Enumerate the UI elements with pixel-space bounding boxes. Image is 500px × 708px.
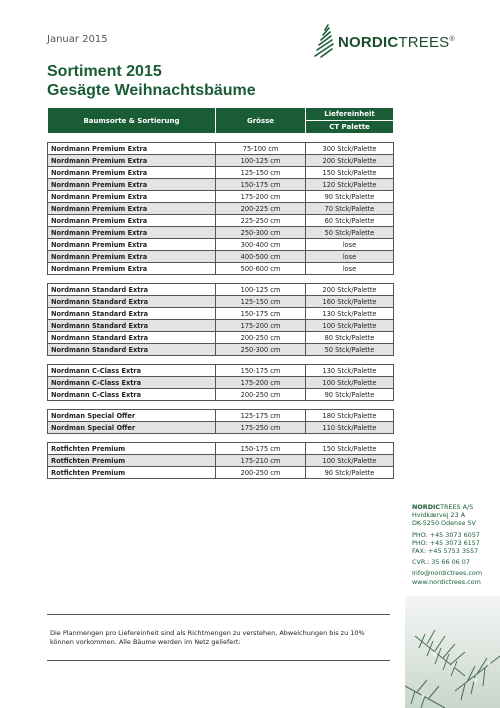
group-spacer-cell bbox=[48, 275, 394, 284]
delivery-unit-cell: 110 Stck/Palette bbox=[306, 422, 394, 434]
size-cell: 125-150 cm bbox=[216, 296, 306, 308]
delivery-unit-cell: lose bbox=[306, 239, 394, 251]
nordictrees-logo bbox=[314, 22, 486, 62]
delivery-unit-cell: 130 Stck/Palette bbox=[306, 308, 394, 320]
group-spacer bbox=[48, 134, 394, 143]
company-street: Hvidkærvej 23 A bbox=[412, 511, 466, 520]
delivery-unit-cell: 100 Stck/Palette bbox=[306, 455, 394, 467]
fir-branch-image bbox=[405, 596, 500, 708]
tree-logo-icon bbox=[314, 22, 338, 62]
group-spacer bbox=[48, 434, 394, 443]
tree-type-cell: Nordmann C-Class Extra bbox=[48, 377, 216, 389]
logo-text-bold: NORDIC bbox=[338, 34, 399, 51]
company-phone-2: PHO: +45 3073 6157 bbox=[412, 538, 480, 547]
group-spacer bbox=[48, 356, 394, 365]
group-spacer-cell bbox=[48, 134, 394, 143]
delivery-unit-cell: 90 Stck/Palette bbox=[306, 191, 394, 203]
logo-registered-mark: ® bbox=[449, 36, 455, 43]
size-cell: 100-125 cm bbox=[216, 155, 306, 167]
company-fax: FAX: +45 5753 3557 bbox=[412, 547, 479, 556]
tree-type-cell: Nordmann C-Class Extra bbox=[48, 365, 216, 377]
table-row bbox=[48, 332, 394, 344]
size-cell: 225-250 cm bbox=[216, 215, 306, 227]
table-row bbox=[48, 410, 394, 422]
assortment-table bbox=[47, 107, 394, 479]
size-cell: 250-300 cm bbox=[216, 344, 306, 356]
size-cell: 300-400 cm bbox=[216, 239, 306, 251]
delivery-unit-cell: 100 Stck/Palette bbox=[306, 320, 394, 332]
company-contact-block bbox=[412, 503, 482, 586]
delivery-unit-cell: 90 Stck/Palette bbox=[306, 389, 394, 401]
table-row bbox=[48, 296, 394, 308]
size-cell: 175-250 cm bbox=[216, 422, 306, 434]
tree-type-cell: Nordmann Standard Extra bbox=[48, 344, 216, 356]
footnote-bottom-divider bbox=[47, 660, 390, 661]
tree-type-cell: Nordmann Premium Extra bbox=[48, 191, 216, 203]
size-cell: 175-200 cm bbox=[216, 377, 306, 389]
size-cell: 100-125 cm bbox=[216, 284, 306, 296]
table-row bbox=[48, 179, 394, 191]
table-row bbox=[48, 455, 394, 467]
table-row bbox=[48, 155, 394, 167]
table-row bbox=[48, 284, 394, 296]
group-spacer bbox=[48, 401, 394, 410]
delivery-unit-cell: 70 Stck/Palette bbox=[306, 203, 394, 215]
tree-type-cell: Nordmann Standard Extra bbox=[48, 296, 216, 308]
tree-type-cell: Nordmann Premium Extra bbox=[48, 203, 216, 215]
title-line-1: Sortiment 2015 bbox=[47, 63, 162, 80]
delivery-unit-cell: 180 Stck/Palette bbox=[306, 410, 394, 422]
logo-wordmark bbox=[338, 34, 455, 51]
size-cell: 150-175 cm bbox=[216, 365, 306, 377]
header-size: Grösse bbox=[216, 108, 306, 134]
table-row bbox=[48, 377, 394, 389]
table-row bbox=[48, 239, 394, 251]
company-name bbox=[412, 503, 482, 511]
tree-type-cell: Nordmann Standard Extra bbox=[48, 320, 216, 332]
table-row bbox=[48, 191, 394, 203]
table-row bbox=[48, 215, 394, 227]
delivery-unit-cell: 200 Stck/Palette bbox=[306, 284, 394, 296]
group-spacer bbox=[48, 275, 394, 284]
tree-type-cell: Nordmann Premium Extra bbox=[48, 167, 216, 179]
header-delivery-unit: Liefereinheit bbox=[306, 108, 394, 121]
page-title bbox=[47, 62, 256, 100]
company-city: DK-5250 Odense SV bbox=[412, 519, 476, 528]
company-name-rest: TREES A/S bbox=[440, 503, 474, 511]
table-row bbox=[48, 389, 394, 401]
delivery-unit-cell: 60 Stck/Palette bbox=[306, 215, 394, 227]
delivery-unit-cell: 150 Stck/Palette bbox=[306, 167, 394, 179]
delivery-unit-cell: 90 Stck/Palette bbox=[306, 467, 394, 479]
company-website[interactable]: www.nordictrees.com bbox=[412, 577, 481, 586]
company-email[interactable]: info@nordictrees.com bbox=[412, 569, 483, 578]
table-row bbox=[48, 143, 394, 155]
delivery-unit-cell: lose bbox=[306, 263, 394, 275]
tree-type-cell: Nordmann Premium Extra bbox=[48, 239, 216, 251]
table-row bbox=[48, 308, 394, 320]
table-row bbox=[48, 320, 394, 332]
delivery-unit-cell: 150 Stck/Palette bbox=[306, 443, 394, 455]
delivery-unit-cell: 100 Stck/Palette bbox=[306, 377, 394, 389]
table-row bbox=[48, 263, 394, 275]
delivery-unit-cell: 50 Stck/Palette bbox=[306, 227, 394, 239]
tree-type-cell: Rotfichten Premium bbox=[48, 455, 216, 467]
size-cell: 400-500 cm bbox=[216, 251, 306, 263]
tree-type-cell: Nordmann Premium Extra bbox=[48, 251, 216, 263]
size-cell: 200-250 cm bbox=[216, 389, 306, 401]
delivery-unit-cell: 130 Stck/Palette bbox=[306, 365, 394, 377]
delivery-unit-cell: 300 Stck/Palette bbox=[306, 143, 394, 155]
tree-type-cell: Nordman Special Offer bbox=[48, 410, 216, 422]
table-row bbox=[48, 227, 394, 239]
tree-type-cell: Nordmann C-Class Extra bbox=[48, 389, 216, 401]
size-cell: 175-200 cm bbox=[216, 191, 306, 203]
table-row bbox=[48, 365, 394, 377]
tree-type-cell: Nordman Special Offer bbox=[48, 422, 216, 434]
tree-type-cell: Nordmann Premium Extra bbox=[48, 263, 216, 275]
table-row bbox=[48, 344, 394, 356]
size-cell: 75-100 cm bbox=[216, 143, 306, 155]
tree-type-cell: Nordmann Standard Extra bbox=[48, 284, 216, 296]
size-cell: 125-150 cm bbox=[216, 167, 306, 179]
group-spacer-cell bbox=[48, 434, 394, 443]
tree-type-cell: Rotfichten Premium bbox=[48, 467, 216, 479]
size-cell: 200-250 cm bbox=[216, 332, 306, 344]
delivery-unit-cell: 200 Stck/Palette bbox=[306, 155, 394, 167]
title-line-2: Gesägte Weihnachtsbäume bbox=[47, 82, 256, 99]
header-tree-type: Baumsorte & Sortierung bbox=[48, 108, 216, 134]
size-cell: 500-600 cm bbox=[216, 263, 306, 275]
size-cell: 200-250 cm bbox=[216, 467, 306, 479]
tree-type-cell: Nordmann Premium Extra bbox=[48, 179, 216, 191]
company-cvr: CVR.: 35 66 06 07 bbox=[412, 558, 470, 567]
table-row bbox=[48, 251, 394, 263]
fir-branch-photo bbox=[405, 596, 500, 708]
tree-type-cell: Nordmann Premium Extra bbox=[48, 227, 216, 239]
table-row bbox=[48, 422, 394, 434]
delivery-unit-cell: 160 Stck/Palette bbox=[306, 296, 394, 308]
header-ct-pallet: CT Palette bbox=[306, 121, 394, 134]
tree-type-cell: Rotfichten Premium bbox=[48, 443, 216, 455]
group-spacer-cell bbox=[48, 356, 394, 365]
size-cell: 125-175 cm bbox=[216, 410, 306, 422]
logo-text-light: TREES bbox=[398, 34, 450, 51]
tree-type-cell: Nordmann Premium Extra bbox=[48, 155, 216, 167]
size-cell: 150-175 cm bbox=[216, 308, 306, 320]
delivery-unit-cell: 50 Stck/Palette bbox=[306, 344, 394, 356]
tree-type-cell: Nordmann Standard Extra bbox=[48, 332, 216, 344]
delivery-unit-cell: 80 Stck/Palette bbox=[306, 332, 394, 344]
table-row bbox=[48, 203, 394, 215]
table-row bbox=[48, 467, 394, 479]
footnote-top-divider bbox=[47, 614, 390, 615]
tree-type-cell: Nordmann Premium Extra bbox=[48, 215, 216, 227]
company-name-bold: NORDIC bbox=[412, 503, 441, 511]
table-row bbox=[48, 167, 394, 179]
delivery-unit-cell: lose bbox=[306, 251, 394, 263]
size-cell: 250-300 cm bbox=[216, 227, 306, 239]
table-row bbox=[48, 443, 394, 455]
company-phone-1: PHO: +45 3073 6057 bbox=[412, 530, 480, 539]
table-body bbox=[48, 134, 394, 479]
size-cell: 150-175 cm bbox=[216, 179, 306, 191]
size-cell: 200-225 cm bbox=[216, 203, 306, 215]
delivery-unit-cell: 120 Stck/Palette bbox=[306, 179, 394, 191]
tree-type-cell: Nordmann Premium Extra bbox=[48, 143, 216, 155]
document-date: Januar 2015 bbox=[47, 34, 108, 45]
footnote-text: Die Planmengen pro Liefereinheit sind als Richtmengen zu verstehen, Abweichungen bis zu 10% können vorkommen. Alle Bäume werden im Netz geliefert: bbox=[50, 629, 365, 646]
tree-type-cell: Nordmann Standard Extra bbox=[48, 308, 216, 320]
size-cell: 175-210 cm bbox=[216, 455, 306, 467]
size-cell: 150-175 cm bbox=[216, 443, 306, 455]
group-spacer-cell bbox=[48, 401, 394, 410]
size-cell: 175-200 cm bbox=[216, 320, 306, 332]
